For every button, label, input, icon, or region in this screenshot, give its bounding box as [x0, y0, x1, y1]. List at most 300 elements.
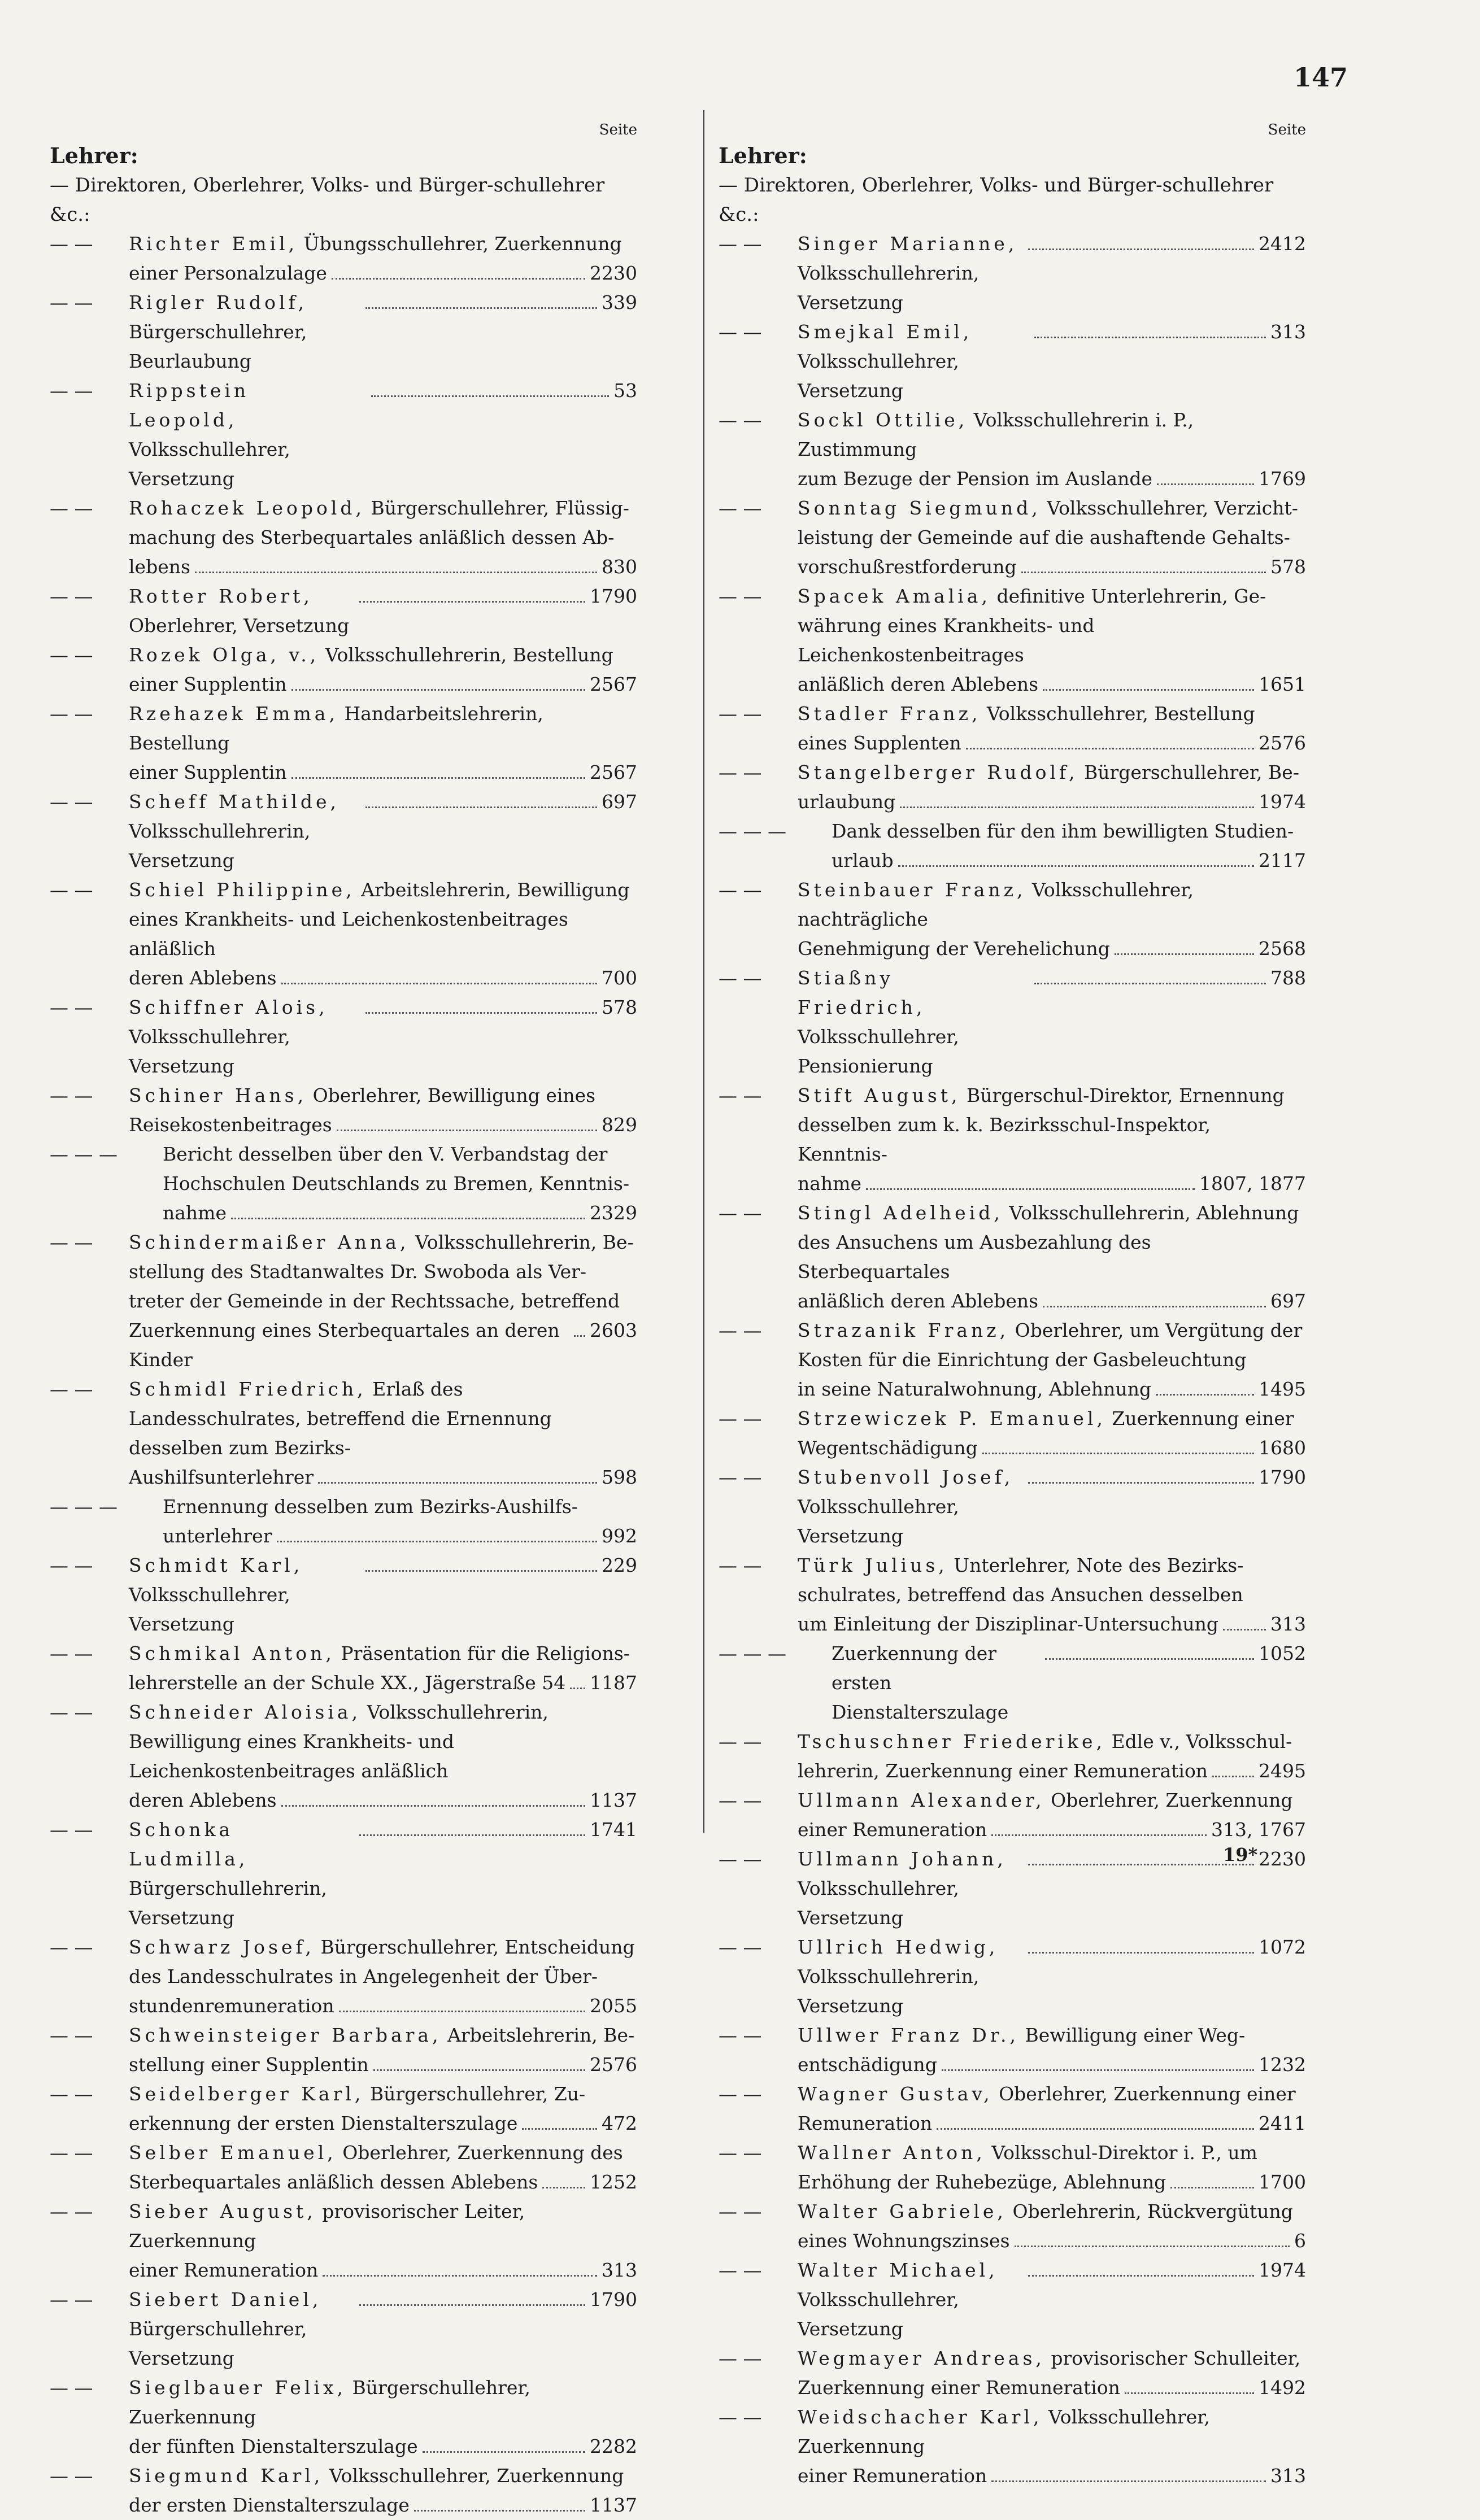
entry-body: [798, 2256, 1024, 2344]
dot-leader: [318, 1482, 597, 1484]
entry-body: [129, 1639, 637, 1668]
entry-body: [129, 376, 367, 494]
entry-name: Rippstein Leopold,: [129, 380, 250, 431]
page-ref: 1741: [590, 1819, 638, 1841]
dot-leader: [1212, 1776, 1254, 1777]
entry-body: [163, 1492, 637, 1521]
entry-continuation: eines Wohnungszinses: [798, 2230, 1010, 2252]
index-column-left: [50, 119, 637, 2520]
page-ref: 578: [602, 996, 637, 1018]
index-entry: [719, 1639, 1306, 1727]
page-ref: 6: [1294, 2230, 1306, 2252]
entry-text: Volksschullehrerin, Bestellung: [325, 644, 613, 666]
entry-body: [798, 406, 1306, 464]
dot-leader: [942, 2069, 1254, 2071]
entry-continuation: stundenremuneration: [129, 1995, 334, 2017]
entry-dash: — —: [50, 644, 93, 666]
dot-leader: [1115, 953, 1254, 955]
entry-continuation: der ersten Dienstalterszulage: [129, 2494, 410, 2516]
entry-dash: — —: [50, 2083, 93, 2105]
entry-name: Rigler Rudolf,: [129, 291, 308, 313]
entry-dash: — —: [50, 2465, 93, 2487]
entry-dash: — — —: [719, 1642, 786, 1664]
entry-body: [129, 2197, 637, 2256]
entry-name: Ullwer Franz Dr.,: [798, 2024, 1020, 2046]
page-ref: 313: [1270, 321, 1306, 343]
entry-body: [798, 1463, 1024, 1551]
entry-text: Bürgerschullehrer, Versetzung: [129, 2318, 307, 2369]
index-entry: [719, 1727, 1306, 1786]
entry-name: Schiner Hans,: [129, 1084, 307, 1106]
page-ref: 2117: [1259, 849, 1306, 871]
dot-leader: [371, 395, 609, 397]
index-entry: [719, 1551, 1306, 1639]
entry-dash: — —: [719, 2024, 762, 2046]
entry-name: Schmidl Friedrich,: [129, 1378, 367, 1400]
dot-leader: [365, 307, 598, 309]
entry-name: Schwarz Josef,: [129, 1936, 315, 1958]
entry-dash: — —: [719, 2259, 762, 2281]
page-ref: 1232: [1259, 2054, 1306, 2076]
entry-name: Smejkal Emil,: [798, 321, 973, 343]
entry-text: Bericht desselben über den V. Verbandstag der Hochschulen Deutschlands zu Bremen, Kenntnis-: [163, 1143, 630, 1194]
entry-name: Strzewiczek P. Emanuel,: [798, 1407, 1106, 1429]
page-ref: 472: [602, 2112, 637, 2134]
entry-text: Oberlehrer, um Vergütung der Kosten für die Einrichtung der Gasbeleuchtung: [798, 1319, 1303, 1371]
entry-name: Steinbauer Franz,: [798, 879, 1026, 901]
entry-name: Stubenvoll Josef,: [798, 1466, 1014, 1488]
page-ref: 2230: [1259, 1848, 1307, 1870]
entry-continuation: Aushilfsunterlehrer: [129, 1466, 314, 1488]
entry-continuation: lebens: [129, 556, 190, 578]
dot-leader: [1021, 572, 1266, 573]
entry-dash: — — —: [50, 1496, 117, 1518]
page-ref: 1052: [1259, 1642, 1307, 1664]
entry-body: [798, 1081, 1306, 1169]
entry-continuation: nahme: [798, 1172, 862, 1194]
page-ref: 829: [602, 1114, 637, 1136]
entry-dash: — —: [719, 1848, 762, 1870]
dot-leader: [1015, 2246, 1290, 2247]
entry-name: Wagner Gustav,: [798, 2083, 993, 2105]
entry-text: provisorischer Leiter, Zuerkennung: [129, 2200, 525, 2252]
entry-name: Selber Emanuel,: [129, 2142, 337, 2164]
entry-body: [129, 2138, 637, 2168]
entry-body: [798, 2344, 1306, 2373]
entry-continuation: einer Remuneration: [798, 1819, 987, 1841]
page-ref: 1974: [1259, 2259, 1307, 2281]
entry-text: Oberlehrer, Zuerkennung einer: [999, 2083, 1296, 2105]
index-entry: [719, 2138, 1306, 2197]
entry-name: Singer Marianne,: [798, 233, 1018, 255]
index-entry: [50, 2373, 637, 2461]
entry-dash: — —: [719, 2347, 762, 2369]
entry-name: Walter Michael,: [798, 2259, 998, 2281]
page-ref: 2568: [1259, 938, 1306, 960]
dot-leader: [866, 1188, 1195, 1190]
entry-continuation: vorschußrestforderung: [798, 556, 1017, 578]
entry-continuation: entschädigung: [798, 2054, 937, 2076]
index-entry: [719, 1463, 1306, 1551]
entry-body: [129, 1375, 637, 1463]
index-entry: [719, 2197, 1306, 2256]
page-ref: 53: [613, 380, 637, 402]
page-ref: 2282: [590, 2435, 637, 2457]
entry-dash: — —: [719, 321, 762, 343]
entry-dash: — —: [719, 1789, 762, 1811]
index-entry: [50, 1228, 637, 1375]
entry-name: Rotter Robert,: [129, 585, 313, 607]
page-number: 147: [1294, 62, 1348, 93]
entry-name: Seidelberger Karl,: [129, 2083, 364, 2105]
index-entry: [719, 1081, 1306, 1198]
entry-body: [798, 2021, 1306, 2050]
dot-leader: [966, 748, 1254, 749]
entry-name: Stingl Adelheid,: [798, 1202, 1003, 1224]
entry-text: Volksschullehrer, Verzicht-leistung der Gemeinde auf die aushaftende Gehalts-: [798, 497, 1298, 548]
index-entry: [50, 1639, 637, 1698]
seite-label: Seite: [599, 121, 637, 138]
entry-name: Strazanik Franz,: [798, 1319, 1009, 1341]
index-entry: [719, 758, 1306, 817]
page-ref: 1492: [1259, 2377, 1306, 2399]
index-entry: [50, 1492, 637, 1551]
page-ref: 313: [1270, 2465, 1306, 2487]
entry-name: Schindermaißer Anna,: [129, 1231, 410, 1253]
index-entry: [50, 2138, 637, 2197]
entry-body: [798, 875, 1306, 934]
dot-leader: [1034, 337, 1266, 338]
page-ref: 700: [602, 967, 637, 989]
entry-text: Bürgerschullehrer, Zu-: [369, 2083, 586, 2105]
entry-list: [50, 229, 637, 2520]
entry-body: [798, 699, 1306, 729]
index-entry: [719, 494, 1306, 582]
index-entry: [50, 2197, 637, 2285]
seite-label: Seite: [1268, 121, 1306, 138]
entry-body: [798, 2197, 1306, 2226]
index-entry: [719, 229, 1306, 317]
entry-body: [798, 963, 1030, 1081]
entry-continuation: Zuerkennung eines Sterbequartales an deren Kinder: [129, 1319, 560, 1371]
page-ref: 830: [602, 556, 637, 578]
entry-body: [798, 1198, 1306, 1287]
index-entry: [50, 2285, 637, 2373]
entry-body: [798, 317, 1030, 406]
entry-name: Wallner Anton,: [798, 2142, 986, 2164]
entry-text: Volksschullehrerin, Bewilligung eines Krankheits- und Leichenkostenbeitrages anläßlich: [129, 1701, 549, 1782]
entry-name: Schmidt Karl,: [129, 1554, 303, 1576]
page-ref: 1769: [1259, 468, 1306, 490]
entry-text: Volksschullehrerin, Versetzung: [798, 1965, 980, 2017]
page-ref: 578: [1270, 556, 1306, 578]
index-entry: [719, 963, 1306, 1081]
entry-name: Ullmann Alexander,: [798, 1789, 1045, 1811]
entry-body: [129, 494, 637, 552]
entry-text: provisorischer Schulleiter,: [1051, 2347, 1301, 2369]
entry-dash: — —: [719, 1936, 762, 1958]
page-ref: 2329: [590, 1202, 637, 1224]
entry-name: Spacek Amalia,: [798, 585, 991, 607]
entry-body: [798, 2138, 1306, 2168]
index-entry: [50, 2079, 637, 2138]
dot-leader: [1170, 2187, 1254, 2188]
dot-leader: [1028, 1864, 1254, 1865]
dot-leader: [365, 806, 598, 808]
page-ref: 1072: [1259, 1936, 1307, 1958]
entry-dash: — —: [50, 1084, 93, 1106]
page-ref: 339: [602, 291, 637, 313]
page-ref: 2411: [1259, 2112, 1306, 2134]
entry-name: Rozek Olga, v.,: [129, 644, 320, 666]
entry-continuation: deren Ablebens: [129, 967, 277, 989]
page-ref: 1974: [1259, 791, 1306, 813]
dot-leader: [574, 1335, 585, 1337]
entry-text: Volksschullehrer, Versetzung: [798, 2288, 959, 2340]
entry-body: [798, 1316, 1306, 1375]
index-entry: [50, 875, 637, 993]
dot-leader: [423, 2451, 585, 2453]
entry-dash: — —: [50, 1554, 93, 1576]
entry-body: [798, 758, 1306, 787]
entry-name: Schneider Aloisia,: [129, 1701, 362, 1723]
page-ref: 1807, 1877: [1199, 1172, 1306, 1194]
entry-continuation: stellung einer Supplentin: [129, 2054, 369, 2076]
entry-body: [129, 993, 361, 1081]
page-ref: 1790: [1259, 1466, 1307, 1488]
dot-leader: [1043, 689, 1254, 691]
dot-leader: [1045, 1658, 1254, 1660]
entry-body: [129, 2285, 355, 2373]
index-entry: [719, 2403, 1306, 2491]
dot-leader: [281, 983, 597, 984]
entry-continuation: anläßlich deren Ablebens: [798, 673, 1039, 695]
entry-body: [798, 494, 1306, 552]
dot-leader: [1034, 983, 1266, 984]
index-entry: [50, 1698, 637, 1815]
entry-body: [798, 1551, 1306, 1610]
index-entry: [719, 875, 1306, 963]
index-entry: [50, 288, 637, 376]
entry-body: [832, 817, 1306, 846]
entry-text: Übungsschullehrer, Zuerkennung: [303, 233, 622, 255]
entry-name: Schonka Ludmilla,: [129, 1819, 249, 1870]
section-heading: Lehrer:: [50, 143, 138, 168]
index-entry: [50, 699, 637, 787]
dot-leader: [982, 1453, 1254, 1454]
entry-name: Richter Emil,: [129, 233, 298, 255]
entry-body: [129, 2079, 637, 2109]
index-entry: [719, 1316, 1306, 1404]
dot-leader: [359, 1834, 585, 1836]
page-ref: 2055: [590, 1995, 637, 2017]
entry-dash: — —: [719, 233, 762, 255]
entry-name: Stadler Franz,: [798, 703, 981, 725]
entry-body: [129, 1815, 355, 1933]
dot-leader: [1028, 1952, 1254, 1954]
entry-dash: — —: [719, 1084, 762, 1106]
index-entry: [719, 1404, 1306, 1463]
entry-body: [129, 2021, 637, 2050]
entry-body: [129, 1933, 637, 1991]
entry-continuation: lehrerin, Zuerkennung einer Remuneration: [798, 1760, 1208, 1782]
entry-body: [832, 1639, 1041, 1727]
entry-body: [798, 1404, 1306, 1433]
entry-text: Erlaß des Landesschulrates, betreffend die Ernennung desselben zum Bezirks-: [129, 1378, 552, 1459]
dot-leader: [1156, 1394, 1254, 1396]
dot-leader: [900, 806, 1254, 808]
entry-continuation: der fünften Dienstalterszulage: [129, 2435, 418, 2457]
entry-dash: — —: [50, 791, 93, 813]
entry-text: Bürgerschullehrer, Be-: [1084, 761, 1299, 783]
dot-leader: [414, 2510, 585, 2512]
entry-body: [798, 582, 1306, 670]
entry-continuation: lehrerstelle an der Schule XX., Jägerstraße 54: [129, 1672, 566, 1694]
entry-name: Ullrich Hedwig,: [798, 1936, 999, 1958]
entry-text: Zuerkennung einer: [1112, 1407, 1294, 1429]
entry-body: [798, 1727, 1306, 1756]
dot-leader: [291, 777, 585, 779]
entry-continuation: einer Personalzulage: [129, 262, 327, 284]
entry-dash: — —: [50, 2377, 93, 2399]
entry-list: [719, 229, 1306, 2491]
entry-body: [129, 640, 637, 670]
entry-text: Oberlehrerin, Rückvergütung: [1012, 2200, 1293, 2222]
entry-dash: — —: [50, 1642, 93, 1664]
page-ref: 1651: [1259, 673, 1306, 695]
dot-leader: [291, 689, 585, 691]
entry-dash: — —: [719, 497, 762, 519]
entry-dash: — —: [719, 879, 762, 901]
entry-name: Stangelberger Rudolf,: [798, 761, 1078, 783]
page-ref: 1252: [590, 2171, 637, 2193]
dot-leader: [277, 1541, 598, 1542]
dot-leader: [365, 1012, 598, 1014]
entry-name: Sockl Ottilie,: [798, 409, 968, 431]
page-ref: 2412: [1259, 233, 1307, 255]
entry-name: Scheff Mathilde,: [129, 791, 340, 813]
index-entry: [719, 1933, 1306, 2021]
entry-dash: — —: [50, 879, 93, 901]
entry-dash: — —: [50, 380, 93, 402]
entry-text: Volksschullehrer, Versetzung: [798, 1877, 959, 1929]
page-ref: 2495: [1259, 1760, 1306, 1782]
page-ref: 697: [602, 791, 637, 813]
entry-continuation: eines Supplenten: [798, 732, 961, 754]
entry-text: Volksschullehrerin, Versetzung: [798, 262, 980, 313]
entry-body: [129, 1698, 637, 1786]
index-entry: [50, 494, 637, 582]
index-entry: [719, 2021, 1306, 2079]
dot-leader: [937, 2128, 1254, 2130]
entry-dash: — —: [719, 2406, 762, 2428]
index-entry: [719, 1198, 1306, 1316]
entry-continuation: urlaubung: [798, 791, 896, 813]
entry-text: Arbeitslehrerin, Bewilligung eines Krankheits- und Leichenkostenbeitrages anläßlich: [129, 879, 630, 960]
entry-name: Schmikal Anton,: [129, 1642, 335, 1664]
page-ref: 1790: [590, 2288, 638, 2310]
page-ref: 1187: [590, 1672, 637, 1694]
entry-dash: — —: [719, 2083, 762, 2105]
index-entry: [50, 1815, 637, 1933]
entry-body: [798, 2079, 1306, 2109]
entry-name: Schweinsteiger Barbara,: [129, 2024, 442, 2046]
dot-leader: [195, 572, 597, 573]
entry-name: Siegmund Karl,: [129, 2465, 324, 2487]
index-entry: [50, 1551, 637, 1639]
entry-body: [129, 1551, 361, 1639]
entry-continuation: Wegentschädigung: [798, 1437, 978, 1459]
entry-dash: — —: [719, 1407, 762, 1429]
dot-leader: [231, 1218, 585, 1219]
entry-name: Sieber August,: [129, 2200, 316, 2222]
dot-leader: [359, 601, 585, 603]
entry-dash: — —: [50, 703, 93, 725]
entry-text: Volksschullehrer, nachträgliche: [798, 879, 1194, 930]
page-ref: 1790: [590, 585, 638, 607]
dot-leader: [1223, 1629, 1266, 1630]
entry-dash: — —: [50, 1936, 93, 1958]
entry-dash: — — —: [50, 1143, 117, 1165]
section-heading: Lehrer:: [719, 143, 807, 168]
index-entry: [50, 2021, 637, 2079]
entry-continuation: einer Supplentin: [129, 673, 287, 695]
entry-text: Bürgerschullehrer, Beurlaubung: [129, 321, 307, 372]
dot-leader: [991, 1834, 1207, 1836]
dot-leader: [1157, 483, 1254, 485]
index-entry: [719, 406, 1306, 494]
index-entry: [50, 993, 637, 1081]
entry-continuation: einer Supplentin: [129, 761, 287, 783]
entry-text: Oberlehrer, Bewilligung eines: [312, 1084, 596, 1106]
entry-body: [129, 699, 637, 758]
entry-body: [129, 1228, 637, 1316]
entry-body: [129, 2461, 637, 2491]
entry-text: Volksschullehrer, Versetzung: [798, 1496, 959, 1547]
entry-dash: — —: [719, 1466, 762, 1488]
entry-text: Zuerkennung der ersten Dienstalterszulage: [832, 1642, 1009, 1723]
entry-text: Volksschullehrer, Versetzung: [129, 438, 290, 490]
column-divider: [703, 110, 704, 1833]
dot-leader: [542, 2187, 585, 2188]
entry-body: [163, 1140, 637, 1198]
entry-dash: — —: [50, 233, 93, 255]
entry-name: Weidschacher Karl,: [798, 2406, 1043, 2428]
entry-name: Sieglbauer Felix,: [129, 2377, 347, 2399]
dot-leader: [1125, 2392, 1254, 2394]
entry-name: Stiaßny Friedrich,: [798, 967, 926, 1018]
entry-text: Volksschullehrer, Zuerkennung: [798, 2406, 1210, 2457]
entry-body: [129, 787, 361, 875]
entry-continuation: zum Bezuge der Pension im Auslande: [798, 468, 1152, 490]
entry-continuation: um Einleitung der Disziplinar-Untersuchung: [798, 1613, 1219, 1635]
dot-leader: [1043, 1306, 1266, 1307]
index-entry: [50, 582, 637, 640]
page-ref: 2576: [1259, 732, 1306, 754]
index-entry: [50, 1140, 637, 1228]
page-ref: 313: [1270, 1613, 1306, 1635]
entry-dash: — —: [50, 1231, 93, 1253]
signature-mark: 19*: [1223, 1844, 1258, 1865]
entry-text: Volksschullehrerin, Versetzung: [129, 820, 311, 871]
dot-leader: [570, 1688, 585, 1689]
entry-dash: — —: [50, 291, 93, 313]
index-entry: [719, 2344, 1306, 2403]
entry-text: Volksschullehrerin, Be-stellung des Stadtanwaltes Dr. Swoboda als Ver-treter der Gemeinde in der Rechtssache, betreffend: [129, 1231, 634, 1312]
dot-leader: [1028, 2275, 1254, 2277]
entry-name: Rzehazek Emma,: [129, 703, 338, 725]
entry-text: Oberlehrer, Zuerkennung des: [342, 2142, 623, 2164]
